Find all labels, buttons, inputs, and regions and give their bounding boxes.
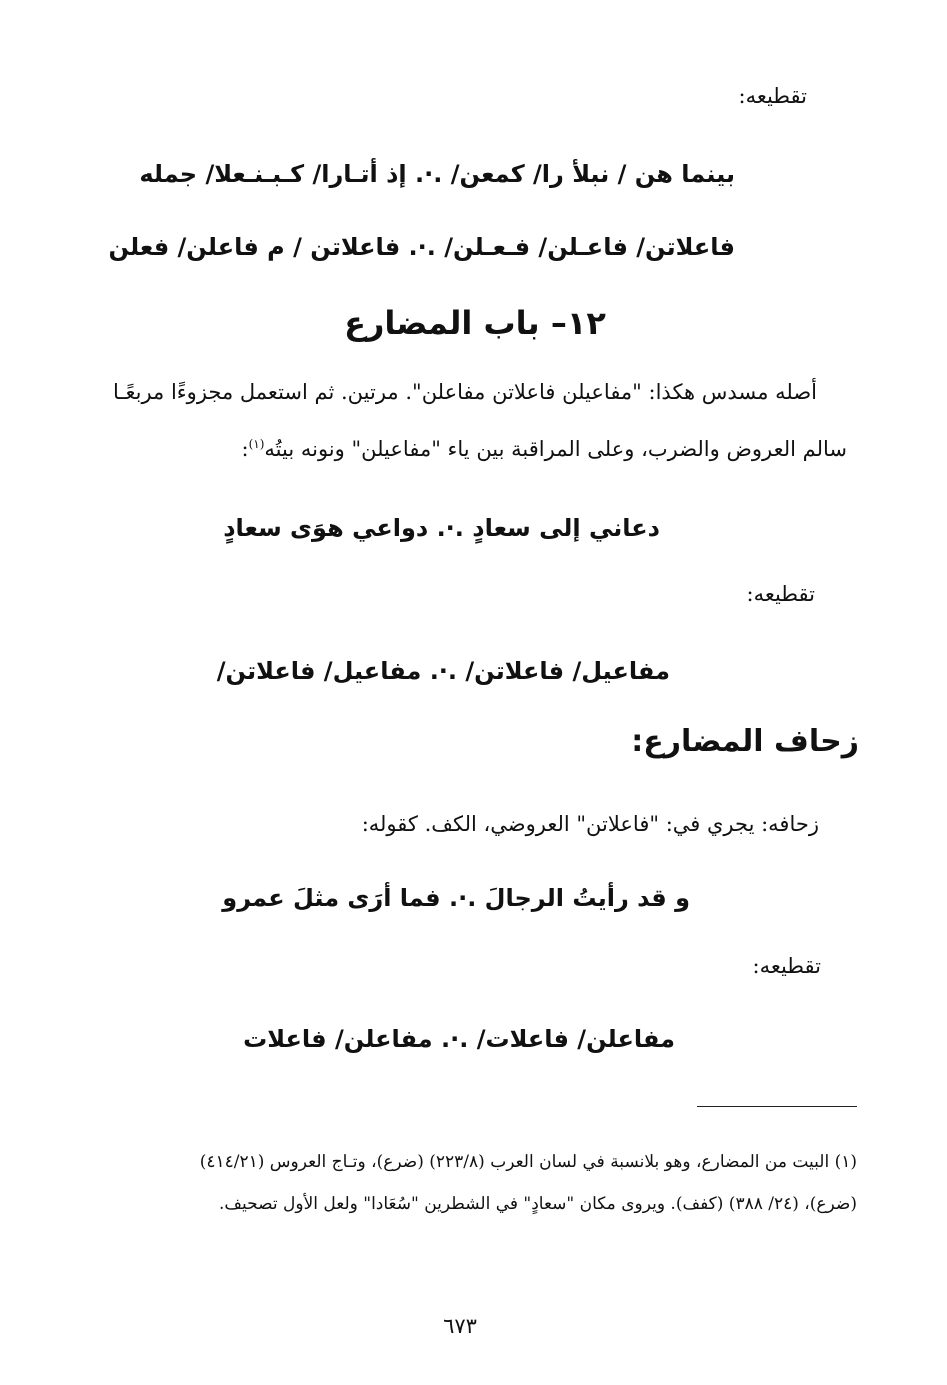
verse-line: دعاني إلى سعادٍ .·. دواعي هوَى سعادٍ [223,514,660,542]
paragraph-text: سالم العروض والضرب، وعلى المراقبة بين ياء "مفاعيلن" ونونه بيتُه [264,437,847,461]
footnote-line: (١) البيت من المضارع، وهو بلانسبة في لسان العرب (٢٢٣/٨) (ضرع)، وتـاج العروس (٤١٤/٢١) [199,1152,857,1172]
footnote-separator [697,1106,857,1107]
verse-line: و قد رأيتُ الرجالَ .·. فما أرَى مثلَ عمرو [222,884,690,912]
verse-feet: فاعلاتن/ فاعـلن/ فـعـلن/ .·. فاعلاتن / م فاعلن/ فعلن [108,233,735,261]
footnote-line: (ضرع)، (٢٤/ ٣٨٨) (كفف). ويروى مكان "سعادٍ" في الشطرين "سُعَادا" ولعل الأول تصحيف. [219,1194,857,1214]
scansion-label: تقطيعه: [752,954,821,978]
paragraph-line: أصله مسدس هكذا: "مفاعيلن فاعلاتن مفاعلن". مرتين. ثم استعمل مجزوءًا مربعًـا [112,380,817,404]
paragraph-text: : [241,437,249,461]
scansion-label: تقطيعه: [738,84,807,108]
paragraph-line [241,437,847,461]
footnote-reference: (١) [248,437,265,451]
page-number: ٦٧٣ [443,1314,477,1338]
verse-feet: مفاعلن/ فاعلات/ .·. مفاعلن/ فاعلات [243,1025,675,1053]
verse-scansion: بينما هن / نبلأ را/ كمعن/ .·. إذ أتـارا/ كـبـنـعلا/ جمله [139,160,735,188]
scansion-label: تقطيعه: [746,582,815,606]
paragraph-line: زحافه: يجري في: "فاعلاتن" العروضي، الكف. كقوله: [361,812,819,836]
chapter-title: ١٢– باب المضارع [344,304,606,342]
section-heading: زحاف المضارع: [631,724,859,759]
verse-feet: مفاعيل/ فاعلاتن/ .·. مفاعيل/ فاعلاتن/ [216,657,670,685]
